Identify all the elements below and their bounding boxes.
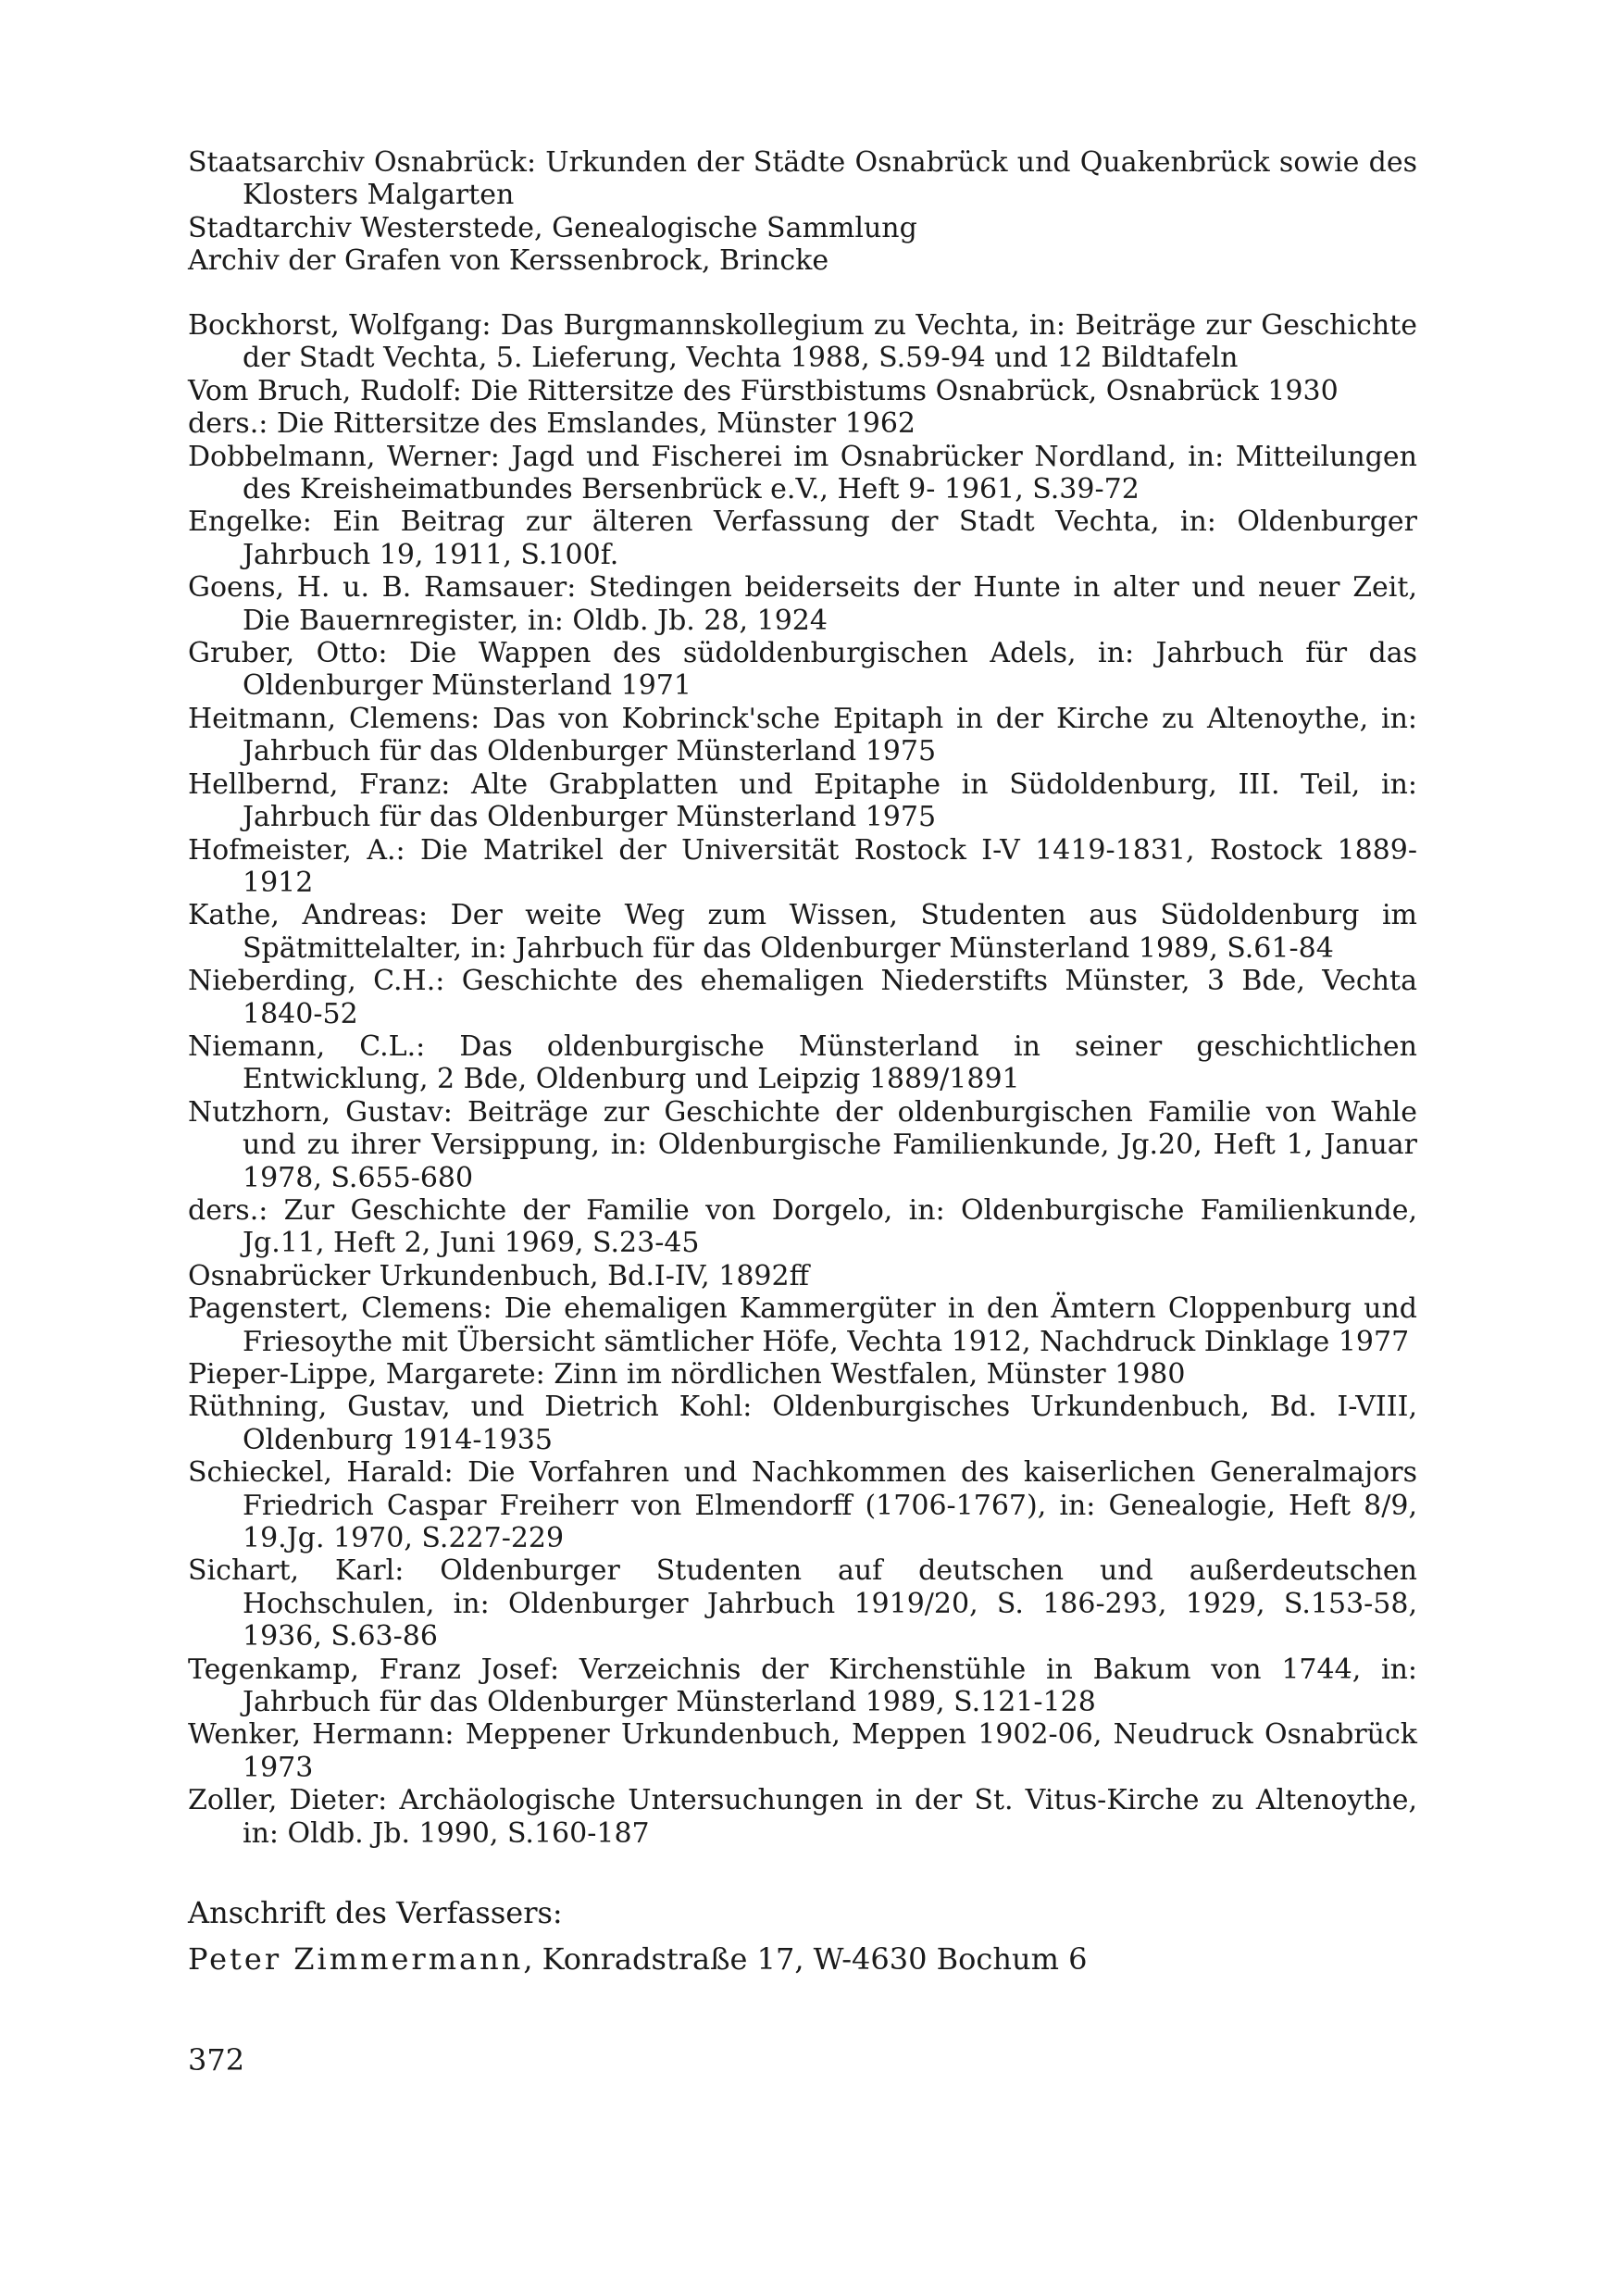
literature-entry: Vom Bruch, Rudolf: Die Rittersitze des Fürstbistums Osnabrück, Osnabrück 1930 (188, 374, 1339, 407)
literature-entry: Nutzhorn, Gustav: Beiträge zur Geschichte der oldenburgischen Familie von Wahle und zu ihrer Versippung, in: Oldenburgische Familienkunde, Jg.20, Heft 1, Januar 1978, S.655-680 (188, 1095, 1417, 1194)
archive-entry: Staatsarchiv Osnabrück: Urkunden der Städte Osnabrück und Quakenbrück sowie des Klosters Malgarten (188, 146, 1417, 212)
literature-entry: Zoller, Dieter: Archäologische Untersuchungen in der St. Vitus-Kirche zu Altenoythe, in: Oldb. Jb. 1990, S.160-187 (188, 1784, 1417, 1850)
literature-entry: Pieper-Lippe, Margarete: Zinn im nördlichen Westfalen, Münster 1980 (188, 1358, 1186, 1391)
literature-entry: Osnabrücker Urkundenbuch, Bd.I-IV, 1892ff (188, 1259, 809, 1292)
author-street: , Konradstraße 17, W-4630 Bochum 6 (523, 1941, 1088, 1977)
literature-entry: Gruber, Otto: Die Wappen des südoldenburgischen Adels, in: Jahrbuch für das Oldenburger Münsterland 1971 (188, 637, 1417, 703)
author-address (188, 1937, 1417, 1981)
literature-entry: Wenker, Hermann: Meppener Urkundenbuch, Meppen 1902-06, Neudruck Osnabrück 1973 (188, 1718, 1417, 1784)
literature-entry: Heitmann, Clemens: Das von Kobrinck'sche Epitaph in der Kirche zu Altenoythe, in: Jahrbuch für das Oldenburger Münsterland 1975 (188, 702, 1417, 768)
literature-entry: ders.: Die Rittersitze des Emslandes, Münster 1962 (188, 407, 916, 441)
literature-entry: Kathe, Andreas: Der weite Weg zum Wissen, Studenten aus Südoldenburg im Spätmittelalter, in: Jahrbuch für das Oldenburger Münsterland 1989, S.61-84 (188, 899, 1417, 965)
archive-entry: Archiv der Grafen von Kerssenbrock, Brincke (188, 244, 829, 278)
literature-entry: Tegenkamp, Franz Josef: Verzeichnis der Kirchenstühle in Bakum von 1744, in: Jahrbuch für das Oldenburger Münsterland 1989, S.121-128 (188, 1653, 1417, 1719)
page-number: 372 (188, 2042, 245, 2078)
literature-entry: Rüthning, Gustav, und Dietrich Kohl: Oldenburgisches Urkundenbuch, Bd. I-VIII, Oldenburg 1914-1935 (188, 1391, 1417, 1456)
literature-entry: Engelke: Ein Beitrag zur älteren Verfassung der Stadt Vechta, in: Oldenburger Jahrbuch 19, 1911, S.100f. (188, 505, 1417, 571)
literature-entry: Hellbernd, Franz: Alte Grabplatten und Epitaphe in Südoldenburg, III. Teil, in: Jahrbuch für das Oldenburger Münsterland 1975 (188, 767, 1417, 834)
literature-entry: Goens, H. u. B. Ramsauer: Stedingen beiderseits der Hunte in alter und neuer Zeit, Die Bauernregister, in: Oldb. Jb. 28, 1924 (188, 571, 1417, 637)
literature-entry: Sichart, Karl: Oldenburger Studenten auf deutschen und außerdeutschen Hochschulen, in: Oldenburger Jahrbuch 1919/20, S. 186-293, 1929, S.153-58, 1936, S.63-86 (188, 1554, 1417, 1653)
archive-entry: Stadtarchiv Westerstede, Genealogische Sammlung (188, 211, 917, 244)
literature-entry: Dobbelmann, Werner: Jagd und Fischerei im Osnabrücker Nordland, in: Mitteilungen des Kreisheimatbundes Bersenbrück e.V., Heft 9- 1961, S.39-72 (188, 440, 1417, 506)
literature-entry: Schieckel, Harald: Die Vorfahren und Nachkommen des kaiserlichen Generalmajors Friedrich Caspar Freiherr von Elmendorff (1706-1767), in: Genealogie, Heft 8/9, 19.Jg. 1970, S.227-229 (188, 1456, 1417, 1555)
literature-entry: Hofmeister, A.: Die Matrikel der Universität Rostock I-V 1419-1831, Rostock 1889-1912 (188, 833, 1417, 899)
author-name: Peter Zimmermann (188, 1941, 524, 1977)
literature-entry: ders.: Zur Geschichte der Familie von Dorgelo, in: Oldenburgische Familienkunde, Jg.11, Heft 2, Juni 1969, S.23-45 (188, 1193, 1417, 1260)
address-heading: Anschrift des Verfassers: (188, 1895, 563, 1930)
literature-entry: Niemann, C.L.: Das oldenburgische Münsterland in seiner geschichtlichen Entwicklung, 2 Bde, Oldenburg und Leipzig 1889/1891 (188, 1029, 1417, 1096)
literature-entry: Nieberding, C.H.: Geschichte des ehemaligen Niederstifts Münster, 3 Bde, Vechta 1840-52 (188, 965, 1417, 1030)
literature-list (188, 309, 1417, 1850)
literature-entry: Bockhorst, Wolfgang: Das Burgmannskollegium zu Vechta, in: Beiträge zur Geschichte der Stadt Vechta, 5. Lieferung, Vechta 1988, S.59-94 und 12 Bildtafeln (188, 309, 1417, 375)
literature-entry: Pagenstert, Clemens: Die ehemaligen Kammergüter in den Ämtern Cloppenburg und Friesoythe mit Übersicht sämtlicher Höfe, Vechta 1912, Nachdruck Dinklage 1977 (188, 1292, 1417, 1358)
archive-sources-list (188, 146, 1417, 278)
